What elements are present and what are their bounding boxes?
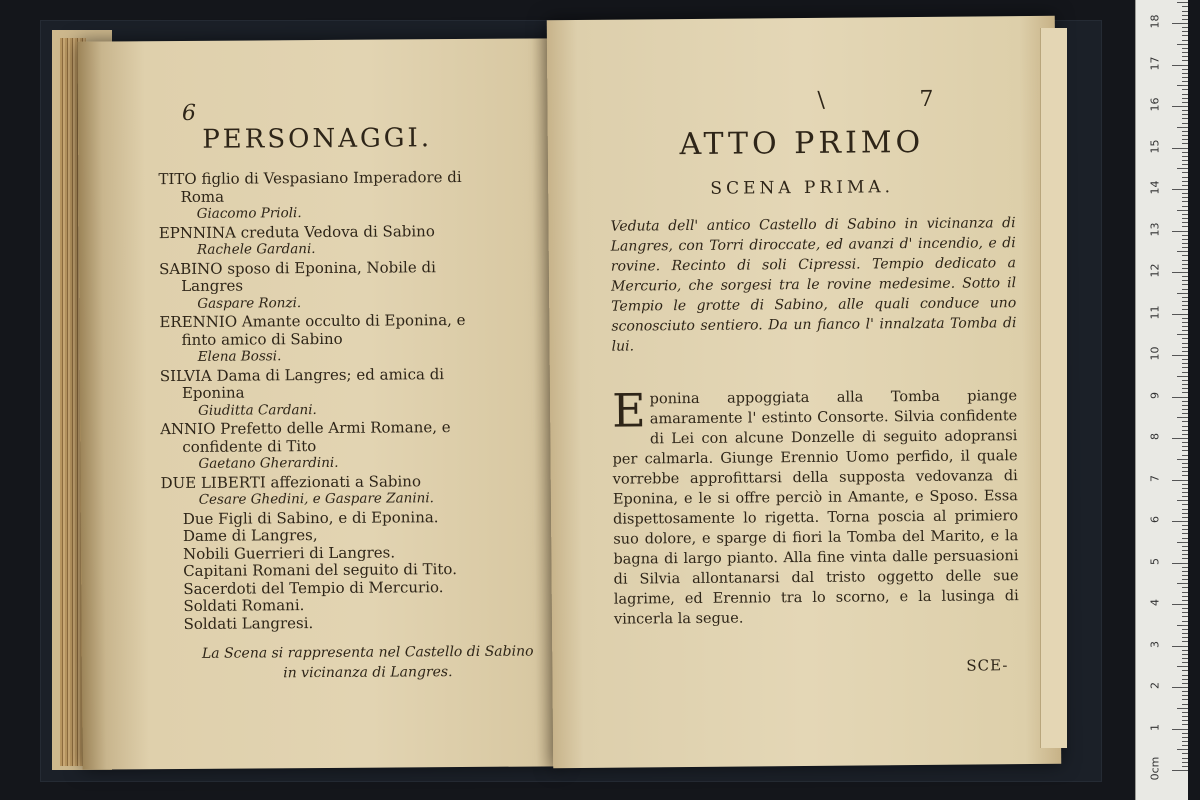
ruler-tick	[1182, 575, 1188, 576]
ruler-tick	[1182, 475, 1188, 476]
ruler-tick	[1182, 114, 1188, 115]
ruler-label: 5	[1148, 557, 1162, 565]
ruler-tick	[1182, 670, 1188, 671]
ruler-tick	[1182, 608, 1188, 609]
ruler-tick	[1182, 330, 1188, 331]
ruler-tick	[1182, 488, 1188, 489]
role-description: TITO figlio di Vespasiano Imperadore di	[158, 167, 462, 189]
cast-role	[158, 169, 518, 224]
actor-name: Cesare Ghedini, e Gaspare Zanini.	[198, 490, 434, 508]
role-description: DUE LIBERTI affezionati a Sabino	[160, 471, 422, 492]
ruler-tick	[1182, 152, 1188, 153]
ruler-tick	[1182, 467, 1188, 468]
ruler-tick	[1182, 654, 1188, 655]
role-description: ANNIO Prefetto delle Armi Romane, e	[160, 418, 451, 439]
ruler-tick	[1182, 741, 1188, 742]
ruler-tick	[1182, 513, 1188, 514]
scene-title: SCENA PRIMA.	[710, 177, 895, 199]
ruler-tick	[1182, 284, 1188, 285]
ruler-tick	[1182, 529, 1188, 530]
ruler-tick	[1172, 189, 1188, 190]
role-description: ERENNIO Amante occulto di Eponina, e	[159, 310, 466, 332]
ruler-tick	[1182, 69, 1188, 70]
ruler-tick	[1182, 118, 1188, 119]
ruler-tick	[1182, 737, 1188, 738]
ruler-tick	[1177, 334, 1188, 335]
ruler-label: 16	[1148, 97, 1162, 112]
role-description-cont: finto amico di Sabino	[181, 329, 343, 349]
ruler-tick	[1172, 687, 1188, 688]
ruler-tick	[1182, 413, 1188, 414]
ruler-tick	[1182, 206, 1188, 207]
ruler-tick	[1182, 359, 1188, 360]
ruler-tick	[1172, 23, 1188, 24]
ruler-tick	[1182, 409, 1188, 410]
ruler-tick	[1182, 596, 1188, 597]
ruler-tick	[1172, 65, 1188, 66]
ruler-tick	[1182, 102, 1188, 103]
ruler-tick	[1182, 351, 1188, 352]
ruler-tick	[1182, 567, 1188, 568]
ruler-tick	[1182, 716, 1188, 717]
actor-name: Elena Bossi.	[197, 348, 282, 365]
ruler-tick	[1182, 525, 1188, 526]
ruler-tick	[1172, 231, 1188, 232]
ruler-tick	[1182, 442, 1188, 443]
ruler-tick	[1182, 164, 1188, 165]
ruler-tick	[1182, 558, 1188, 559]
ruler-tick	[1182, 326, 1188, 327]
ruler-tick	[1182, 587, 1188, 588]
ruler-label: 6	[1148, 516, 1162, 523]
ruler-tick	[1182, 533, 1188, 534]
ruler-tick	[1182, 720, 1188, 721]
ruler-tick	[1182, 612, 1188, 613]
ruler-tick	[1177, 708, 1188, 709]
ruler-tick	[1177, 168, 1188, 169]
ruler-tick	[1182, 94, 1188, 95]
ruler-tick	[1182, 517, 1188, 518]
catchword: SCE-	[966, 656, 1009, 675]
ruler-tick	[1182, 301, 1188, 302]
ruler-label: 8	[1148, 433, 1162, 440]
ruler-tick	[1182, 98, 1188, 99]
actor-name: Gaetano Gherardini.	[198, 454, 339, 472]
ruler-label: 9	[1148, 391, 1162, 399]
scene-location-note	[188, 641, 548, 684]
ruler-tick	[1182, 289, 1188, 290]
actor-name: Giuditta Cardani.	[197, 401, 317, 419]
page-number-left: 6	[181, 100, 197, 126]
ruler-tick	[1182, 662, 1188, 663]
ruler-tick	[1182, 683, 1188, 684]
ruler-label: 15	[1148, 139, 1162, 153]
role-description-cont: Roma	[180, 187, 225, 206]
ruler-tick	[1172, 314, 1188, 315]
ruler-tick	[1172, 563, 1188, 564]
ruler-tick	[1182, 123, 1188, 124]
ruler-tick	[1177, 251, 1188, 252]
ruler-tick	[1182, 135, 1188, 136]
ruler-tick	[1182, 343, 1188, 344]
ruler-tick	[1182, 185, 1188, 186]
cast-list	[158, 169, 521, 634]
ruler-tick	[1177, 44, 1188, 45]
ruler-tick	[1172, 272, 1188, 273]
ruler-label: 2	[1148, 682, 1162, 689]
ruler-tick	[1182, 600, 1188, 601]
ruler-tick	[1172, 106, 1188, 107]
ruler-tick	[1182, 81, 1188, 82]
ruler-tick	[1177, 293, 1188, 294]
scene-summary	[611, 383, 1019, 630]
ruler-tick	[1182, 363, 1188, 364]
ruler-tick	[1182, 309, 1188, 310]
ruler-tick	[1182, 496, 1188, 497]
ruler-tick	[1182, 193, 1188, 194]
cast-extra: Soldati Romani.	[183, 596, 305, 615]
ruler-tick	[1182, 753, 1188, 754]
ruler-tick	[1182, 724, 1188, 725]
ruler-tick	[1182, 401, 1188, 402]
ruler-tick	[1172, 646, 1188, 647]
ruler-label: 17	[1148, 56, 1162, 70]
cast-role	[160, 419, 520, 474]
left-page	[77, 38, 560, 769]
ruler-tick	[1177, 2, 1188, 3]
cast-extra: Nobili Guerrieri di Langres.	[182, 542, 396, 563]
measurement-ruler	[1135, 0, 1188, 800]
ruler-tick	[1182, 322, 1188, 323]
ruler-tick	[1177, 417, 1188, 418]
ruler-tick	[1182, 56, 1188, 57]
cast-role	[160, 365, 520, 420]
ruler-tick	[1182, 463, 1188, 464]
ruler-tick	[1182, 434, 1188, 435]
ruler-unit-label: 0cm	[1148, 756, 1162, 781]
scene-summary-text: ponina appoggiata alla Tomba piange amaramente l' estinto Consorte. Silvia confidente di Lei con alcune Donzelle di seguito adopransi per calmarla. Giunge Erennio Uomo perfido, il quale vorrebbe approfittarsi della supposta vedovanza di Eponina, e le si offre perciò in Amante, e Sposo. Essa dispettosamente lo rigetta. Torna poscia al primiero suo dolore, e sparge di fiori la Tomba del Marito, e la bagna di largo pianto. Alla fine vinta dalle persuasioni di Silvia allontanarsi dal tristo oggetto delle sue lagrime, ed Erennio tra lo scorno, e la lusinga di vincerla la segue.	[612, 388, 1019, 628]
ruler-tick	[1182, 172, 1188, 173]
ruler-tick	[1182, 156, 1188, 157]
ruler-tick	[1182, 235, 1188, 236]
ruler-tick	[1182, 239, 1188, 240]
ruler-tick	[1177, 500, 1188, 501]
ruler-tick	[1172, 604, 1188, 605]
ruler-tick	[1177, 583, 1188, 584]
ruler-tick	[1182, 455, 1188, 456]
ruler-tick	[1182, 621, 1188, 622]
role-description: EPNNINA creduta Vedova di Sabino	[158, 221, 435, 242]
cast-extra: Dame di Langres,	[182, 526, 318, 545]
ruler-tick	[1177, 376, 1188, 377]
ruler-tick	[1182, 471, 1188, 472]
ruler-tick	[1177, 666, 1188, 667]
role-description-cont: confidente di Tito	[182, 436, 317, 456]
ruler-tick	[1182, 347, 1188, 348]
cast-extra: Capitani Romani del seguito di Tito.	[183, 560, 457, 580]
ruler-tick	[1182, 260, 1188, 261]
ruler-label: 4	[1148, 599, 1162, 606]
scene-note-line: in vicinanza di Langres.	[283, 664, 453, 682]
ruler-tick	[1172, 729, 1188, 730]
ruler-tick	[1182, 6, 1188, 7]
role-description: SABINO sposo di Eponina, Nobile di	[158, 257, 436, 278]
ruler-tick	[1172, 355, 1188, 356]
ruler-tick	[1182, 699, 1188, 700]
ruler-tick	[1182, 247, 1188, 248]
ruler-tick	[1182, 450, 1188, 451]
ruler-tick	[1182, 276, 1188, 277]
page-edge-right	[1040, 28, 1067, 748]
ruler-tick	[1182, 372, 1188, 373]
act-title: ATTO PRIMO	[679, 124, 925, 163]
cast-role	[160, 472, 520, 510]
ruler-tick	[1182, 679, 1188, 680]
ruler-tick	[1182, 745, 1188, 746]
ruler-tick	[1182, 579, 1188, 580]
ruler-tick	[1177, 210, 1188, 211]
ruler-tick	[1182, 426, 1188, 427]
actor-name: Giacomo Prioli.	[196, 205, 302, 222]
ruler-tick	[1182, 633, 1188, 634]
ruler-label: 1	[1148, 723, 1162, 731]
ruler-tick	[1182, 73, 1188, 74]
ruler-tick	[1182, 338, 1188, 339]
drop-cap: E	[611, 383, 646, 438]
ruler-tick	[1172, 480, 1188, 481]
ruler-label: 12	[1148, 263, 1162, 278]
ruler-tick	[1182, 143, 1188, 144]
ruler-tick	[1182, 218, 1188, 219]
ruler-tick	[1177, 459, 1188, 460]
cast-role	[159, 258, 519, 313]
ruler-label: 14	[1148, 180, 1162, 195]
ruler-tick	[1182, 214, 1188, 215]
ruler-tick	[1182, 733, 1188, 734]
cast-extra: Due Figli di Sabino, e di Eponina.	[182, 507, 439, 528]
ruler-tick	[1182, 704, 1188, 705]
page-number-right: 7	[919, 86, 934, 112]
ruler-tick	[1182, 592, 1188, 593]
ruler-tick	[1182, 762, 1188, 763]
role-description-cont: Eponina	[181, 383, 245, 402]
ruler-tick	[1182, 264, 1188, 265]
ruler-tick	[1182, 766, 1188, 767]
ruler-tick	[1182, 19, 1188, 20]
ruler-tick	[1182, 15, 1188, 16]
ruler-tick	[1177, 542, 1188, 543]
cast-extra: Sacerdoti del Tempio di Mercurio.	[183, 577, 444, 598]
ruler-tick	[1182, 318, 1188, 319]
ruler-tick	[1182, 110, 1188, 111]
ruler-tick	[1182, 255, 1188, 256]
ruler-tick	[1182, 305, 1188, 306]
ruler-tick	[1182, 641, 1188, 642]
ruler-tick	[1182, 243, 1188, 244]
ruler-tick	[1172, 521, 1188, 522]
ruler-tick	[1172, 770, 1188, 771]
ruler-tick	[1182, 616, 1188, 617]
role-description-cont: Langres	[181, 276, 244, 295]
ruler-label: 13	[1148, 222, 1162, 236]
ruler-tick	[1182, 554, 1188, 555]
ruler-tick	[1182, 691, 1188, 692]
actor-name: Gaspare Ronzi.	[197, 294, 302, 312]
ruler-tick	[1182, 367, 1188, 368]
ruler-tick	[1182, 197, 1188, 198]
actor-name: Rachele Gardani.	[196, 241, 316, 258]
ruler-tick	[1172, 148, 1188, 149]
ruler-tick	[1177, 85, 1188, 86]
ruler-tick	[1182, 160, 1188, 161]
ruler-tick	[1182, 695, 1188, 696]
ruler-tick	[1182, 712, 1188, 713]
right-page	[547, 16, 1062, 768]
ruler-tick	[1182, 280, 1188, 281]
ruler-tick	[1182, 446, 1188, 447]
ruler-label: 18	[1148, 14, 1162, 29]
ruler-tick	[1182, 758, 1188, 759]
ruler-tick	[1182, 492, 1188, 493]
ruler-tick	[1182, 268, 1188, 269]
cast-extra: Soldati Langresi.	[183, 613, 314, 633]
ruler-tick	[1182, 637, 1188, 638]
ruler-tick	[1182, 131, 1188, 132]
cast-role	[159, 222, 519, 260]
page-mark: \	[817, 87, 825, 113]
ruler-tick	[1182, 40, 1188, 41]
ruler-tick	[1182, 509, 1188, 510]
stage-direction: Veduta dell' antico Castello di Sabino in vicinanza di Langres, con Torri diroccate, ed avanzi d' incendio, e di rovine. Recinto di soli Cipressi. Tempio dedicato a Mercurio, che sorgesi tra le rovine medesime. Sotto il Tempio le grotte di Sabino, alle quali conduce uno sconosciuto sentiero. Da un fianco l' innalzata Tomba di lui.	[610, 215, 1017, 355]
ruler-tick	[1182, 77, 1188, 78]
ruler-label: 10	[1148, 346, 1162, 361]
ruler-tick	[1182, 658, 1188, 659]
ruler-tick	[1182, 571, 1188, 572]
ruler-tick	[1182, 226, 1188, 227]
page-heading-personaggi: PERSONAGGI.	[202, 123, 433, 155]
ruler-tick	[1177, 749, 1188, 750]
ruler-tick	[1182, 421, 1188, 422]
ruler-tick	[1177, 625, 1188, 626]
ruler-tick	[1182, 380, 1188, 381]
ruler-tick	[1182, 35, 1188, 36]
ruler-tick	[1182, 60, 1188, 61]
scene-note-line: La Scena si rappresenta nel Castello di Sabino	[201, 643, 534, 662]
ruler-tick	[1182, 675, 1188, 676]
ruler-tick	[1182, 177, 1188, 178]
ruler-tick	[1182, 484, 1188, 485]
ruler-tick	[1182, 650, 1188, 651]
cast-role	[159, 312, 519, 367]
ruler-label: 11	[1148, 305, 1162, 319]
ruler-tick	[1182, 504, 1188, 505]
ruler-label: 3	[1148, 640, 1162, 648]
ruler-tick	[1182, 11, 1188, 12]
ruler-tick	[1182, 52, 1188, 53]
ruler-tick	[1182, 297, 1188, 298]
ruler-tick	[1182, 222, 1188, 223]
ruler-tick	[1182, 48, 1188, 49]
ruler-tick	[1182, 201, 1188, 202]
ruler-tick	[1182, 392, 1188, 393]
ruler-tick	[1182, 388, 1188, 389]
ruler-tick	[1182, 139, 1188, 140]
ruler-tick	[1182, 89, 1188, 90]
ruler-label: 7	[1148, 474, 1162, 482]
ruler-tick	[1182, 384, 1188, 385]
ruler-tick	[1182, 550, 1188, 551]
ruler-tick	[1182, 546, 1188, 547]
ruler-tick	[1182, 629, 1188, 630]
ruler-tick	[1182, 430, 1188, 431]
ruler-tick	[1172, 397, 1188, 398]
ruler-tick	[1182, 31, 1188, 32]
role-description: SILVIA Dama di Langres; ed amica di	[159, 364, 445, 385]
ruler-tick	[1182, 27, 1188, 28]
ruler-tick	[1182, 405, 1188, 406]
ruler-tick	[1182, 181, 1188, 182]
ruler-tick	[1182, 538, 1188, 539]
ruler-tick	[1172, 438, 1188, 439]
ruler-tick	[1177, 127, 1188, 128]
